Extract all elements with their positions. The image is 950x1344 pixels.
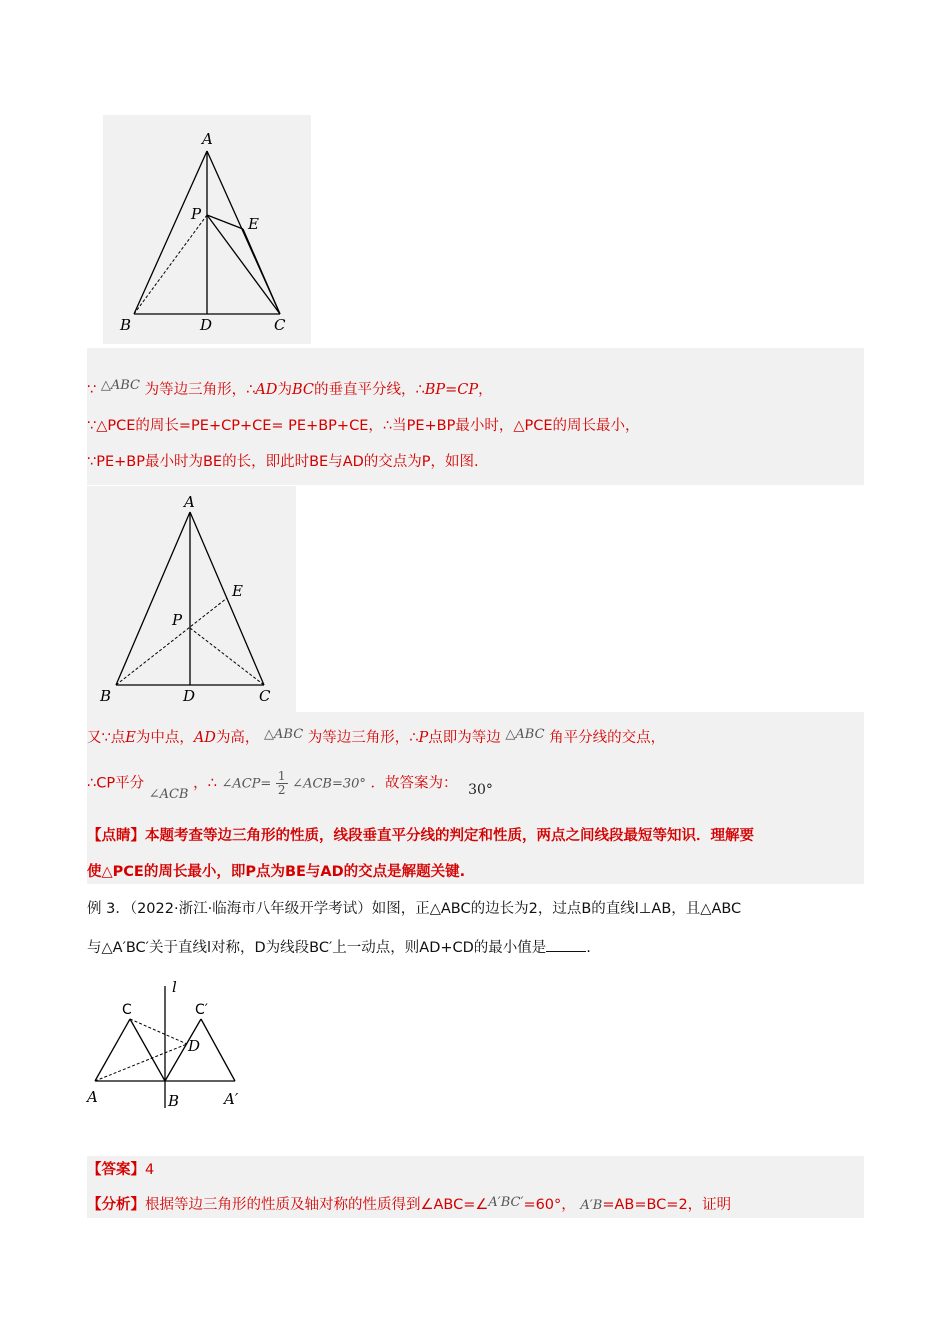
- answer-tag: 【答案】: [87, 1162, 145, 1178]
- label-d: D: [188, 1037, 201, 1055]
- label-a: A: [87, 1088, 98, 1106]
- figure-3-svg: [84, 978, 254, 1112]
- example3-line-1: 例 3．（2022·浙江·临海市八年级开学考试）如图，正△ABC的边长为2，过点B的直线l⊥AB，且△ABC: [87, 901, 742, 917]
- solution-line-1: ∵ △ABC 为等边三角形，∴AD为BC的垂直平分线，∴BP=CP，: [87, 378, 493, 398]
- solution-line-2: ∵△PCE的周长=PE+CP+CE= PE+BP+CE，∴当PE+BP最小时，△PCE的周长最小，: [87, 418, 640, 434]
- note-line-2: 使△PCE的周长最小，即P点为BE与AD的交点是解题关键.: [87, 864, 466, 880]
- label-p: P: [172, 611, 183, 629]
- figure-3: [84, 978, 254, 1112]
- note-tag: 【点睛】: [87, 828, 145, 844]
- example3-line-2: 与△A′BC′关于直线l对称，D为线段BC′上一动点，则AD+CD的最小值是 .: [87, 937, 591, 958]
- label-l: l: [172, 978, 177, 996]
- note-line-1: 【点睛】本题考查等边三角形的性质，线段垂直平分线的判定和性质，两点之间线段最短等知识．理解要: [87, 828, 754, 844]
- analysis-tag: 【分析】: [87, 1197, 145, 1213]
- segment-cb: [130, 1019, 165, 1081]
- segment-ab: [134, 151, 207, 314]
- label-e: E: [232, 582, 243, 600]
- label-a: A: [184, 493, 195, 511]
- figure-1: [103, 115, 311, 344]
- label-a-prime: A′: [224, 1090, 239, 1108]
- segment-cd-dashed: [130, 1019, 187, 1044]
- figure-2: [87, 486, 296, 712]
- segment-bp-dashed: [134, 215, 207, 314]
- label-b: B: [168, 1092, 180, 1110]
- triangle-abc-symbol: △ABC: [100, 378, 140, 393]
- answer-blank: [546, 937, 586, 952]
- figure-2-svg: [87, 486, 296, 712]
- answer-30: 30°: [468, 781, 493, 798]
- segment-c-prime-a-prime: [201, 1019, 235, 1081]
- label-c: C: [274, 316, 286, 334]
- answer-value: 4: [145, 1162, 155, 1178]
- angle-acb: ∠ACB: [148, 786, 189, 802]
- segment-pc-dashed: [190, 628, 264, 685]
- segment-ac: [95, 1019, 130, 1081]
- solution-line-3: ∵PE+BP最小时为BE的长，即此时BE与AD的交点为P，如图.: [87, 454, 479, 470]
- label-c-prime: C′: [195, 1002, 208, 1018]
- label-c: C: [122, 1002, 132, 1018]
- label-d: D: [183, 687, 196, 705]
- figure-1-svg: [103, 115, 311, 344]
- segment-ab: [116, 512, 190, 685]
- triangle-abc-symbol: △ABC: [264, 727, 304, 742]
- solution-line-5: ∴CP平分 ∠ACB ，∴ ∠ACP= $\frac{1}{2}$ ∠ACB=30° ．故答案为： 30°: [87, 769, 493, 802]
- label-a: A: [202, 130, 213, 148]
- label-p: P: [191, 205, 202, 223]
- solution-line-4: 又∵点E为中点，AD为高， △ABC 为等边三角形，∴P点即为等边 △ABC 角平分线的交点，: [87, 727, 666, 746]
- answer-line: [87, 1160, 154, 1180]
- label-b: B: [120, 316, 132, 334]
- fraction: $\frac{1}{2}$: [277, 769, 286, 797]
- analysis-line: 【分析】根据等边三角形的性质及轴对称的性质得到∠ABC=∠A′BC′=60°， A′B=AB=BC=2，证明: [87, 1195, 732, 1213]
- triangle-abc-symbol: △ABC: [505, 727, 545, 742]
- label-c: C: [259, 687, 271, 705]
- label-b: B: [100, 687, 112, 705]
- label-d: D: [200, 316, 213, 334]
- segment-ad-dashed: [95, 1044, 187, 1081]
- label-e: E: [248, 215, 259, 233]
